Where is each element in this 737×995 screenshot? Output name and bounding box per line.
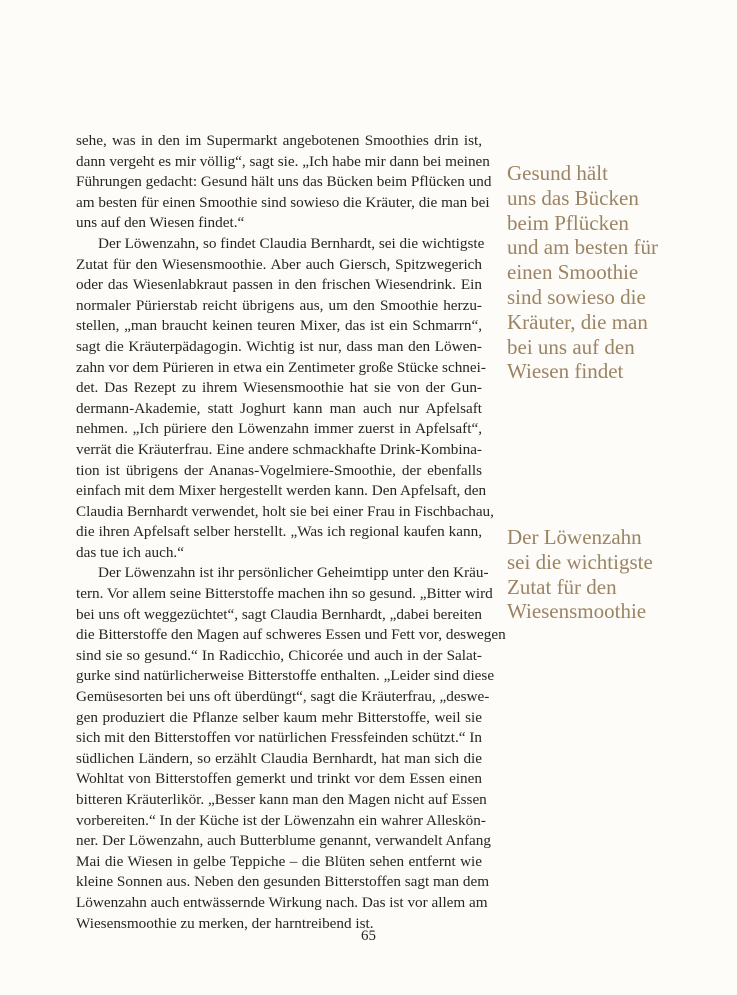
paragraph-1	[76, 131, 492, 234]
pull-quote-line: Kräuter, die man	[507, 309, 648, 334]
text-line: sich mit den Bitterstoffen vor natürlichen Fressfeinden schützt.“ In	[76, 729, 482, 747]
text-line: uns auf den Wiesen findet.“	[76, 214, 245, 232]
paragraph-3	[76, 563, 506, 934]
text-line: das tue ich auch.“	[76, 543, 184, 561]
text-line: oder das Wiesenlabkraut passen in den frischen Wiesendrink. Ein	[76, 276, 482, 294]
text-line: det. Das Rezept zu ihrem Wiesensmoothie hat sie von der Gun-	[76, 379, 482, 397]
pull-quote-1	[507, 161, 727, 384]
text-line: bei uns oft weggezüchtet“, sagt Claudia Bernhardt, „dabei bereiten	[76, 605, 482, 623]
pull-quote-2	[507, 525, 727, 624]
text-line: gurke sind natürlicherweise Bitterstoffe enthalten. „Leider sind diese	[76, 667, 495, 685]
text-line: nehmen. „Ich püriere den Löwenzahn immer zuerst in Apfelsaft“,	[76, 420, 482, 438]
text-line: Wohltat von Bitterstoffen gemerkt und trinkt vor dem Essen einen	[76, 770, 482, 788]
pull-quote-line: einen Smoothie	[507, 260, 639, 285]
text-line: gen produziert die Pflanze selber kaum mehr Bitterstoffe, weil sie	[76, 708, 482, 726]
pull-quote-line: Wiesen findet	[507, 359, 624, 384]
text-line: ner. Der Löwenzahn, auch Butterblume genannt, verwandelt Anfang	[76, 832, 491, 850]
text-line: Der Löwenzahn, so findet Claudia Bernhardt, sei die wichtigste	[98, 234, 485, 252]
text-line: stellen, „man braucht keinen teuren Mixer, das ist ein Schmarrn“,	[76, 317, 482, 335]
text-line: die ihren Apfelsaft selber herstellt. „Was ich regional kaufen kann,	[76, 523, 482, 541]
text-line: dermann-Akademie, statt Joghurt kann man auch nur Apfelsaft	[76, 399, 482, 417]
text-line: sind sie so gesund.“ In Radicchio, Chicorée und auch in der Salat-	[76, 646, 482, 664]
pull-quote-line: und am besten für	[507, 235, 659, 260]
text-line: verrät die Kräuterfrau. Eine andere schmackhafte Drink-Kombina-	[76, 440, 482, 458]
pull-quote-line: Wiesensmoothie	[507, 599, 647, 624]
text-line: tion ist übrigens der Ananas-Vogelmiere-Smoothie, der ebenfalls	[76, 461, 482, 479]
pull-quote-line: sei die wichtigste	[507, 549, 653, 574]
text-line: zahn vor dem Pürieren in etwa ein Zentimeter große Stücke schnei-	[76, 358, 486, 376]
text-line: am besten für einen Smoothie sind sowieso die Kräuter, die man bei	[76, 193, 490, 211]
text-line: kleine Sonnen aus. Neben den gesunden Bitterstoffen sagt man dem	[76, 873, 490, 891]
text-line: Führungen gedacht: Gesund hält uns das Bücken beim Pflücken und	[76, 173, 492, 191]
text-line: Claudia Bernhardt verwendet, holt sie bei einer Frau in Fischbachau,	[76, 502, 494, 520]
text-line: vorbereiten.“ In der Küche ist der Löwenzahn ein wahrer Alleskön-	[76, 811, 486, 829]
text-line: Zutat für den Wiesensmoothie. Aber auch Giersch, Spitzwegerich	[76, 255, 482, 273]
text-line: tern. Vor allem seine Bitterstoffe machen ihn so gesund. „Bitter wird	[76, 585, 493, 603]
pull-quote-line: Zutat für den	[507, 574, 617, 599]
text-line: die Bitterstoffe den Magen auf schweres Essen und Fett vor, deswegen	[76, 626, 506, 644]
page-number: 65	[361, 928, 376, 944]
pull-quote-line: Gesund hält	[507, 161, 608, 185]
pull-quote-line: beim Pflücken	[507, 210, 629, 235]
pull-quote-line: bei uns auf den	[507, 334, 635, 359]
text-line: südlichen Ländern, so erzählt Claudia Bernhardt, hat man sich die	[76, 749, 482, 767]
body-text-column	[76, 131, 506, 934]
text-line: Löwenzahn auch entwässernde Wirkung nach. Das ist vor allem am	[76, 893, 488, 911]
text-line: sagt die Kräuterpädagogin. Wichtig ist nur, dass man den Löwen-	[76, 337, 482, 355]
pull-quote-line: uns das Bücken	[507, 185, 639, 210]
pull-quote-line: sind sowieso die	[507, 284, 646, 309]
text-line: Wiesensmoothie zu merken, der harntreibend ist.	[76, 914, 374, 932]
text-line: dann vergeht es mir völlig“, sagt sie. „Ich habe mir dann bei meinen	[76, 152, 490, 170]
text-line: normaler Pürierstab reicht übrigens aus, um den Smoothie herzu-	[76, 296, 482, 314]
text-line: Gemüsesorten bei uns oft überdüngt“, sagt die Kräuterfrau, „deswe-	[76, 688, 490, 706]
text-line: Der Löwenzahn ist ihr persönlicher Geheimtipp unter den Kräu-	[98, 564, 489, 582]
pull-quote-line: Der Löwenzahn	[507, 525, 642, 549]
text-line: einfach mit dem Mixer hergestellt werden kann. Den Apfelsaft, den	[76, 482, 487, 500]
text-line: Mai die Wiesen in gelbe Teppiche – die Blüten sehen entfernt wie	[76, 852, 482, 870]
text-line: bitteren Kräuterlikör. „Besser kann man den Magen nicht auf Essen	[76, 791, 487, 808]
text-line: sehe, was in den im Supermarkt angebotenen Smoothies drin ist,	[76, 132, 482, 149]
paragraph-2	[76, 234, 494, 564]
